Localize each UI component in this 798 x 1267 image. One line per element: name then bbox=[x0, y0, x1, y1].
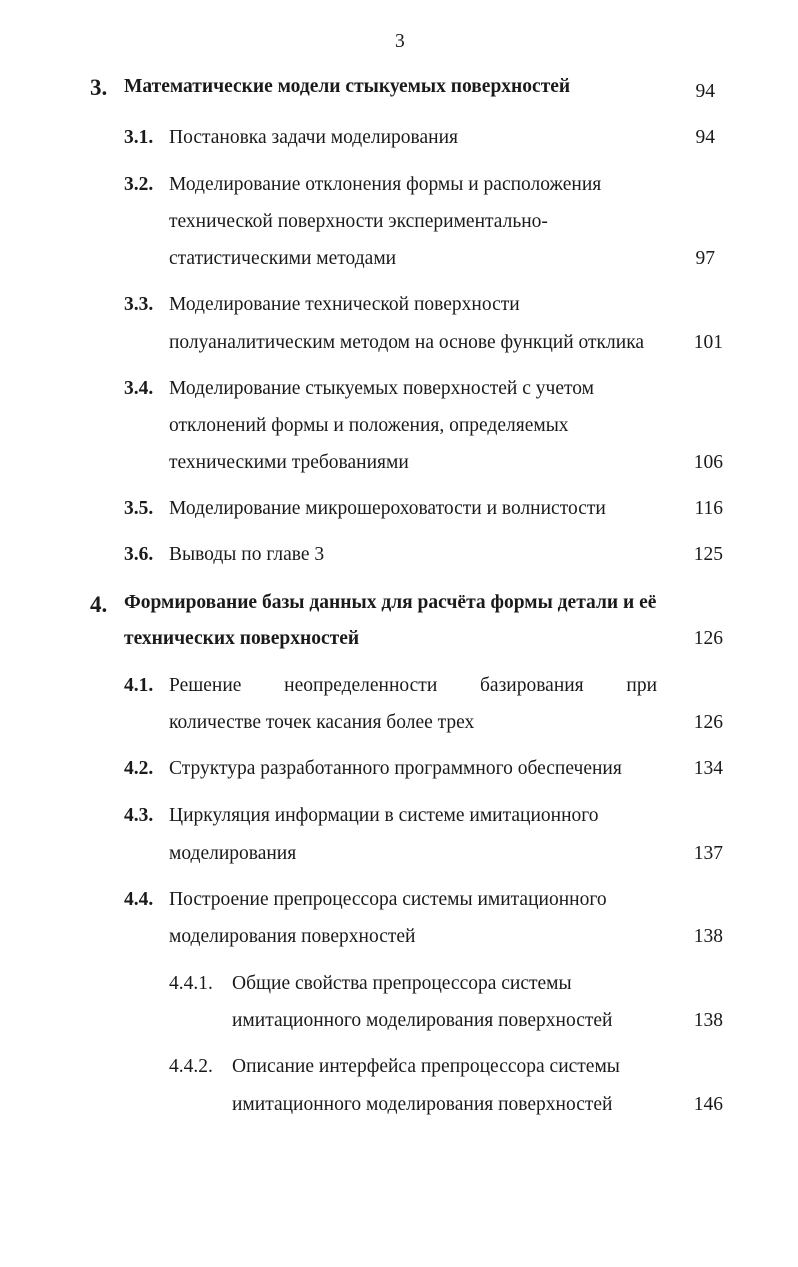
section-number: 3.3. bbox=[124, 294, 154, 315]
section-page: 137 bbox=[693, 843, 723, 864]
section-title-line: количестве точек касания более трех bbox=[169, 712, 475, 733]
chapter-title: Математические модели стыкуемых поверхностей bbox=[124, 76, 571, 97]
section-title-line: отклонений формы и положения, определяемых bbox=[169, 415, 569, 436]
section-page: 106 bbox=[693, 452, 723, 473]
subsection-title-line: Общие свойства препроцессора системы bbox=[232, 973, 572, 994]
section-title-line: моделирования поверхностей bbox=[169, 926, 416, 947]
section-number: 3.6. bbox=[124, 544, 154, 565]
page-number: 3 bbox=[395, 31, 405, 52]
section-title: Структура разработанного программного обеспечения bbox=[169, 758, 622, 779]
chapter-page: 126 bbox=[693, 628, 723, 649]
section-number: 3.5. bbox=[124, 498, 154, 519]
section-title-line: Циркуляция информации в системе имитационного bbox=[169, 805, 599, 826]
subsection-title-line: имитационного моделирования поверхностей bbox=[232, 1010, 613, 1031]
section-title-line: Моделирование технической поверхности bbox=[169, 294, 520, 315]
subsection-page: 146 bbox=[693, 1094, 723, 1115]
subsection-number: 4.4.2. bbox=[169, 1056, 213, 1077]
subsection-page: 138 bbox=[693, 1010, 723, 1031]
subsection-number: 4.4.1. bbox=[169, 973, 213, 994]
section-title: Моделирование микрошероховатости и волнистости bbox=[169, 498, 606, 519]
chapter-title-line: технических поверхностей bbox=[124, 628, 360, 649]
section-page: 126 bbox=[693, 712, 723, 733]
section-title-line: Решение неопределенности базирования при bbox=[169, 675, 657, 696]
section-number: 3.1. bbox=[124, 127, 154, 148]
chapter-number: 3. bbox=[90, 75, 108, 100]
section-title-line: моделирования bbox=[169, 843, 297, 864]
section-page: 97 bbox=[695, 248, 715, 269]
section-number: 3.4. bbox=[124, 378, 154, 399]
section-number: 4.1. bbox=[124, 675, 154, 696]
section-title-line: техническими требованиями bbox=[169, 452, 409, 473]
section-page: 134 bbox=[693, 758, 723, 779]
section-title-line: статистическими методами bbox=[169, 248, 397, 269]
section-number: 4.3. bbox=[124, 805, 154, 826]
chapter-title-line: Формирование базы данных для расчёта формы детали и её bbox=[124, 592, 657, 613]
section-page: 101 bbox=[693, 332, 723, 353]
section-page: 138 bbox=[693, 926, 723, 947]
section-title: Выводы по главе 3 bbox=[169, 544, 325, 565]
section-title-line: Моделирование отклонения формы и расположения bbox=[169, 174, 602, 195]
section-number: 3.2. bbox=[124, 174, 154, 195]
section-title: Постановка задачи моделирования bbox=[169, 127, 458, 148]
subsection-title-line: Описание интерфейса препроцессора системы bbox=[232, 1056, 620, 1077]
section-title-line: технической поверхности экспериментально- bbox=[169, 211, 548, 232]
section-page: 125 bbox=[693, 544, 723, 565]
section-title-line: Построение препроцессора системы имитационного bbox=[169, 889, 607, 910]
section-title-line: полуаналитическим методом на основе функций отклика bbox=[169, 332, 645, 353]
section-number: 4.2. bbox=[124, 758, 154, 779]
subsection-title-line: имитационного моделирования поверхностей bbox=[232, 1094, 613, 1115]
section-title-line: Моделирование стыкуемых поверхностей с учетом bbox=[169, 378, 594, 399]
section-page: 94 bbox=[695, 127, 715, 148]
section-number: 4.4. bbox=[124, 889, 154, 910]
chapter-number: 4. bbox=[90, 592, 108, 617]
chapter-page: 94 bbox=[695, 81, 715, 102]
section-page: 116 bbox=[694, 498, 723, 519]
